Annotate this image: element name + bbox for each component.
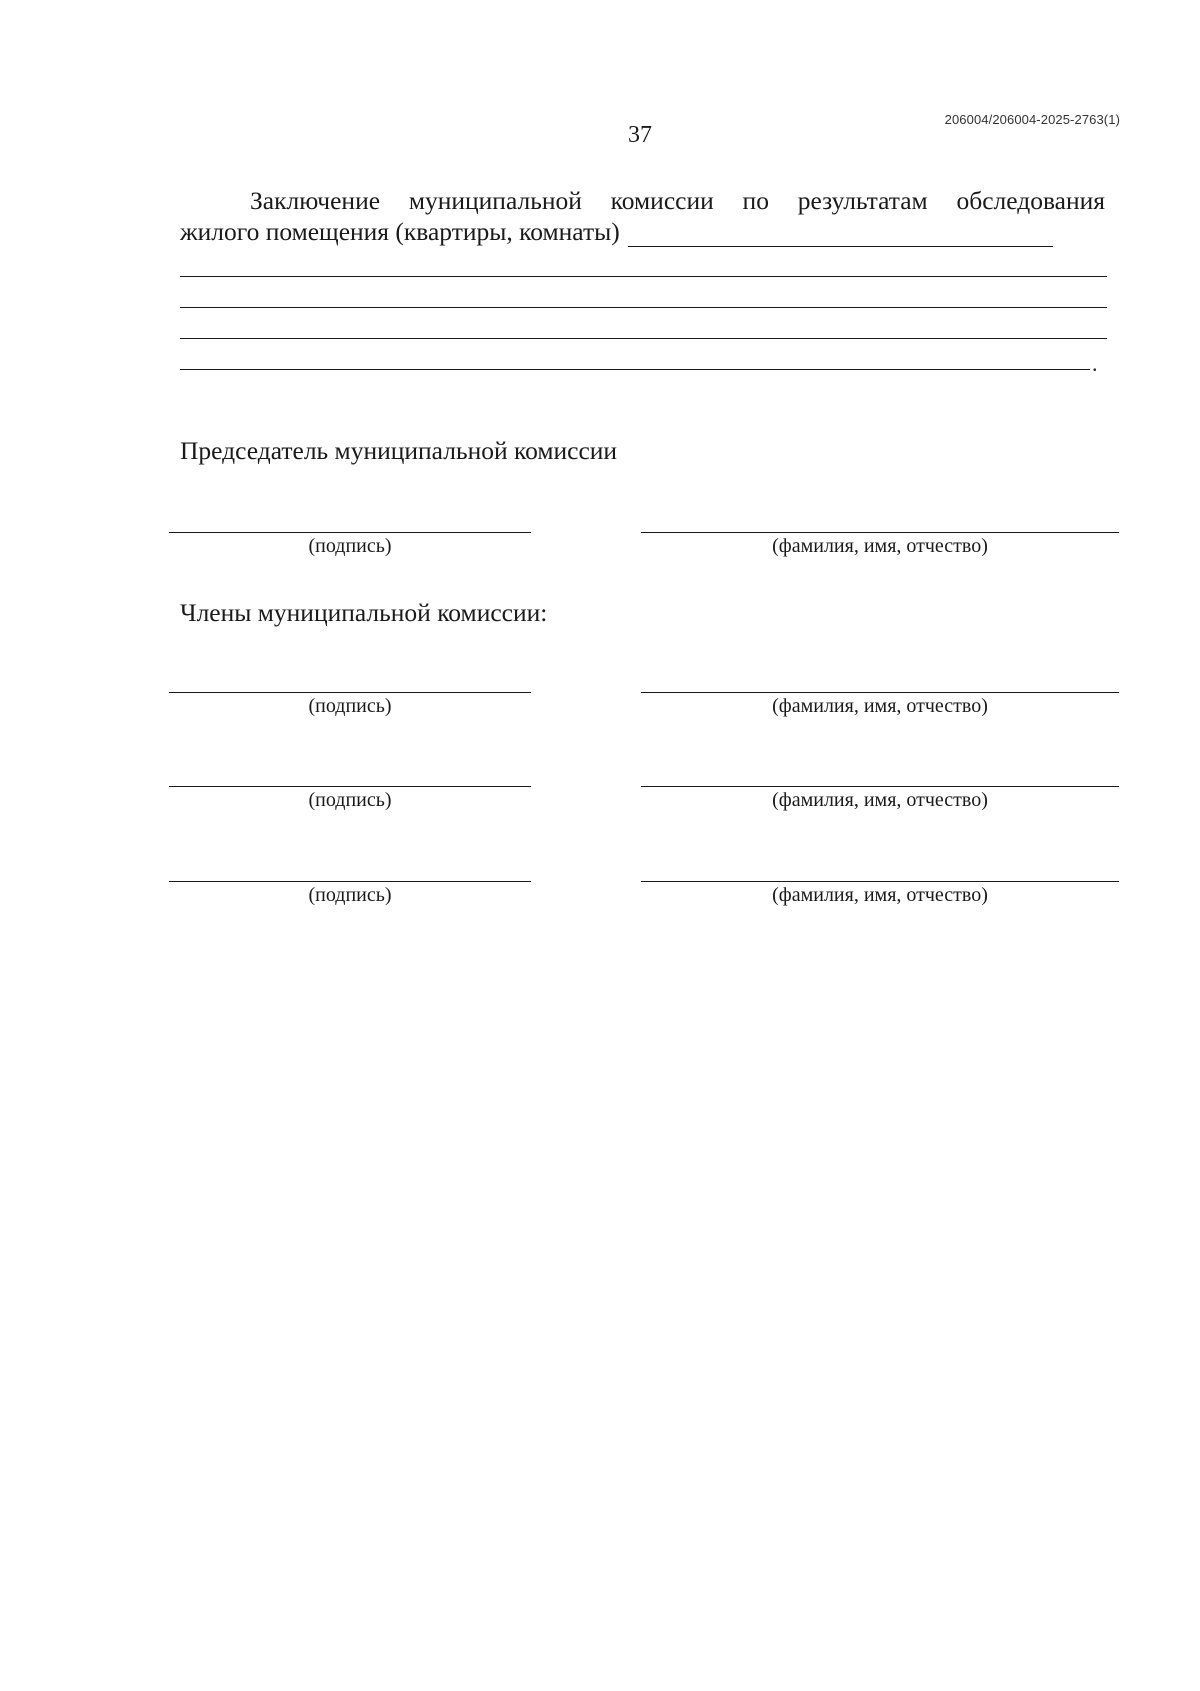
member-name-line [641, 786, 1119, 787]
member-name-caption: (фамилия, имя, отчество) [772, 789, 988, 811]
chairman-signature-line [169, 532, 531, 533]
conclusion-fill-line [180, 338, 1107, 339]
member-signature-line [169, 786, 531, 787]
conclusion-fill-line [180, 369, 1090, 370]
document-id: 206004/206004-2025-2763(1) [944, 112, 1120, 127]
member-signature-caption: (подпись) [308, 695, 392, 717]
chairman-signature-caption: (подпись) [308, 535, 392, 557]
page-number: 37 [628, 122, 652, 148]
members-heading: Члены муниципальной комиссии: [180, 598, 548, 627]
member-signature-line [169, 881, 531, 882]
chairman-name-caption: (фамилия, имя, отчество) [772, 535, 988, 557]
member-name-caption: (фамилия, имя, отчество) [772, 884, 988, 906]
chairman-heading: Председатель муниципальной комиссии [180, 436, 618, 465]
member-name-caption: (фамилия, имя, отчество) [772, 695, 988, 717]
conclusion-line-2: жилого помещения (квартиры, комнаты) [180, 217, 620, 246]
conclusion-fill-line [628, 222, 1053, 247]
member-signature-caption: (подпись) [308, 884, 392, 906]
member-name-line [641, 692, 1119, 693]
conclusion-fill-line [180, 276, 1107, 277]
member-signature-caption: (подпись) [308, 789, 392, 811]
conclusion-paragraph [180, 185, 1105, 247]
member-signature-line [169, 692, 531, 693]
conclusion-line-2-row [180, 216, 1105, 247]
conclusion-end-mark: . [1092, 351, 1098, 376]
conclusion-line-1: Заключение муниципальной комиссии по результатам обследования [250, 186, 1105, 215]
chairman-name-line [641, 532, 1119, 533]
member-name-line [641, 881, 1119, 882]
conclusion-fill-line [180, 307, 1107, 308]
